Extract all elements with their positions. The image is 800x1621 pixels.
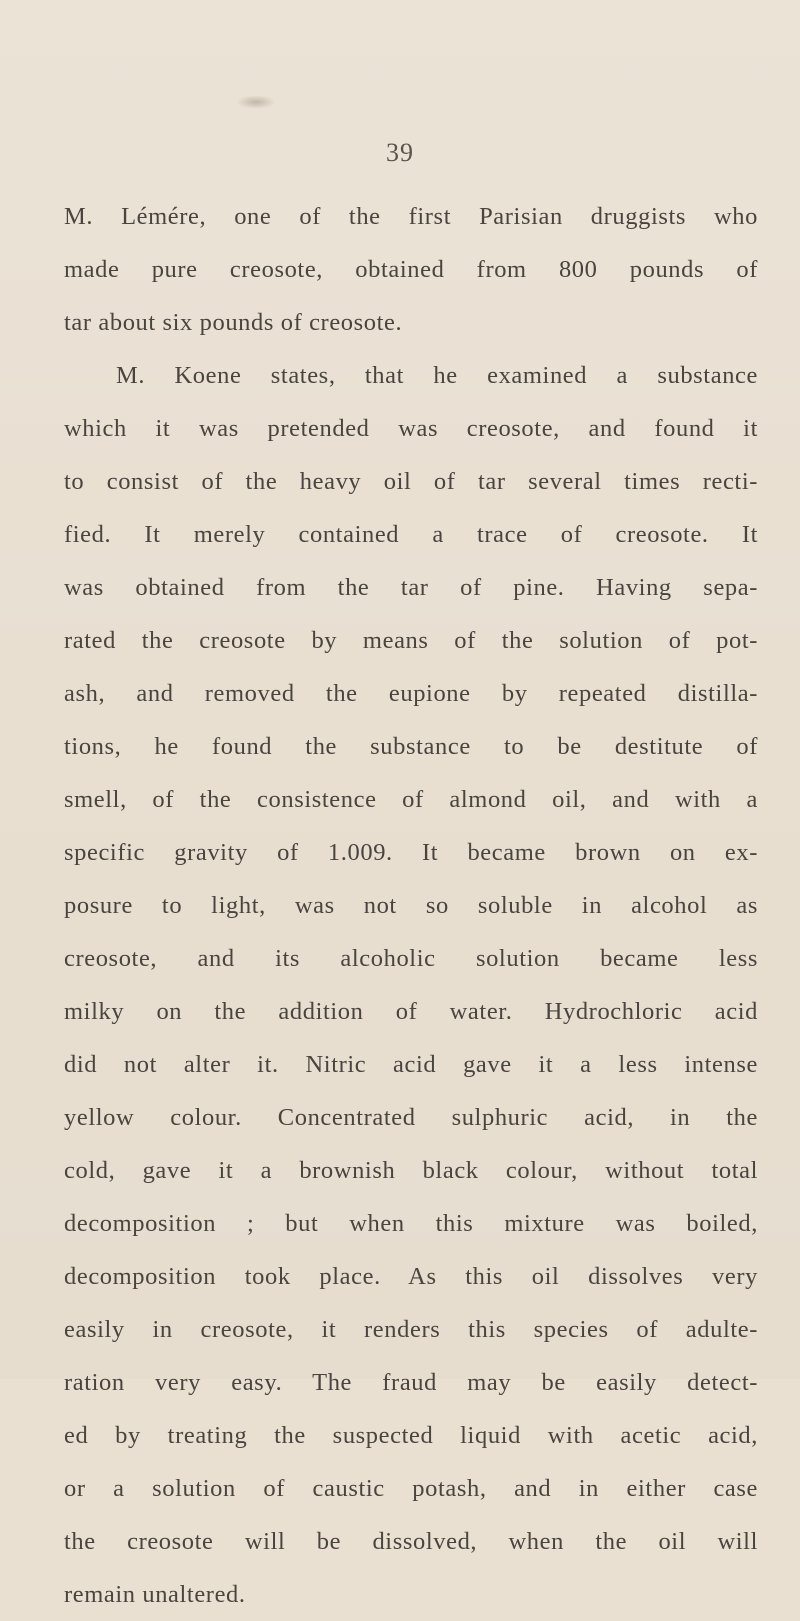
text-line: easily in creosote, it renders this species of adulte- <box>64 1316 758 1343</box>
text-line: posure to light, was not so soluble in alcohol as <box>64 892 758 919</box>
text-line: was obtained from the tar of pine. Having sepa- <box>64 574 758 601</box>
text-line: ed by treating the suspected liquid with acetic acid, <box>64 1422 758 1449</box>
text-line: M. Koene states, that he examined a substance <box>116 362 758 389</box>
text-line: or a solution of caustic potash, and in either case <box>64 1475 758 1502</box>
text-line: which it was pretended was creosote, and found it <box>64 415 758 442</box>
page-number: 39 <box>386 138 414 167</box>
body-text <box>64 190 758 1621</box>
text-line: milky on the addition of water. Hydrochloric acid <box>64 998 758 1025</box>
ink-smudge <box>236 95 276 109</box>
text-line: did not alter it. Nitric acid gave it a less intense <box>64 1051 758 1078</box>
text-line: to consist of the heavy oil of tar several times recti- <box>64 468 758 495</box>
text-line: specific gravity of 1.009. It became brown on ex- <box>64 839 758 866</box>
text-line: rated the creosote by means of the solution of pot- <box>64 627 758 654</box>
text-line: ration very easy. The fraud may be easily detect- <box>64 1369 758 1396</box>
text-line: fied. It merely contained a trace of creosote. It <box>64 521 758 548</box>
text-line: tions, he found the substance to be destitute of <box>64 733 758 760</box>
text-line: yellow colour. Concentrated sulphuric acid, in the <box>64 1104 758 1131</box>
text-line: remain unaltered. <box>64 1581 246 1608</box>
text-line: decomposition ; but when this mixture was boiled, <box>64 1210 758 1237</box>
text-line: made pure creosote, obtained from 800 pounds of <box>64 256 758 283</box>
text-line: the creosote will be dissolved, when the oil will <box>64 1528 758 1555</box>
text-line: tar about six pounds of creosote. <box>64 309 403 336</box>
text-line: decomposition took place. As this oil dissolves very <box>64 1263 758 1290</box>
text-line: creosote, and its alcoholic solution became less <box>64 945 758 972</box>
text-line: M. Lémére, one of the first Parisian druggists who <box>64 203 758 230</box>
text-line: smell, of the consistence of almond oil, and with a <box>64 786 758 813</box>
text-line: ash, and removed the eupione by repeated distilla- <box>64 680 758 707</box>
text-line: cold, gave it a brownish black colour, without total <box>64 1157 758 1184</box>
